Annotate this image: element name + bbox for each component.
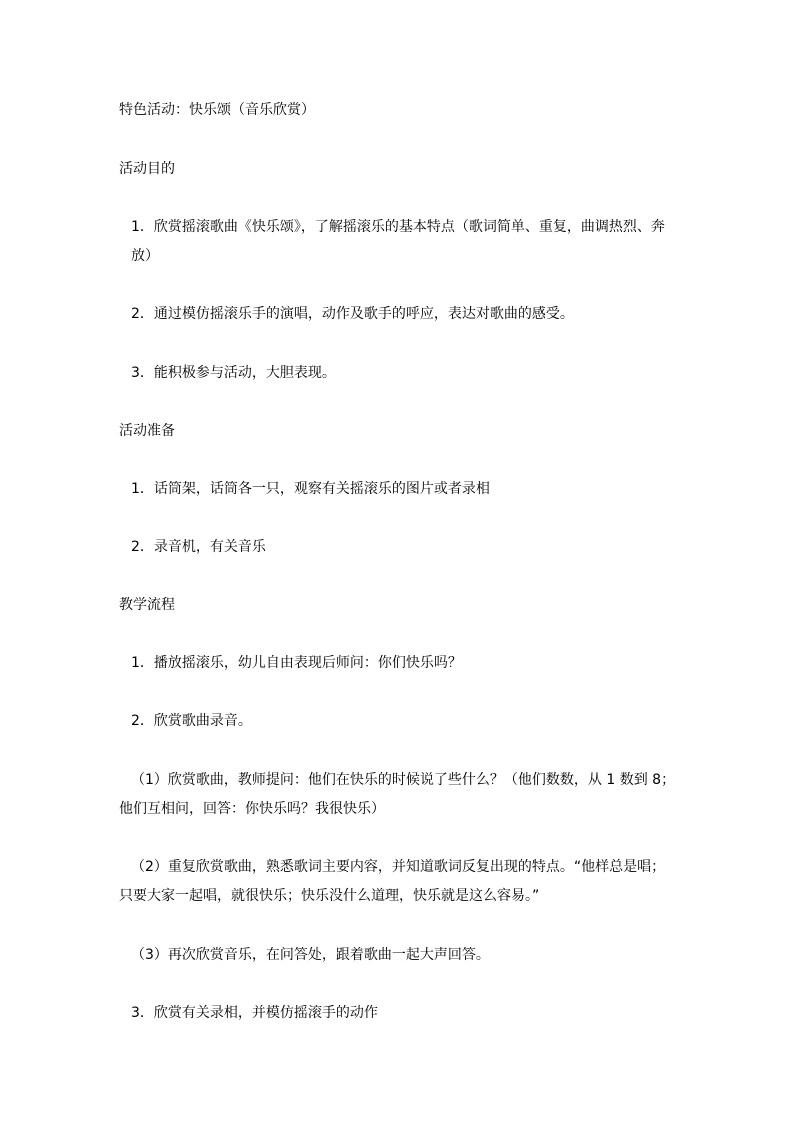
prep-item-2: 2．录音机，有关音乐 — [131, 539, 266, 555]
prep-item-1: 1．话筒架，话筒各一只，观察有关摇滚乐的图片或者录相 — [131, 481, 490, 497]
flow-item-2: 2．欣赏歌曲录音。 — [131, 713, 252, 729]
goal-item-1: 1．欣赏摇滚歌曲《快乐颂》，了解摇滚乐的基本特点（歌词简单、重复，曲调热烈、奔放） — [131, 219, 665, 264]
prep-heading: 活动准备 — [119, 423, 175, 439]
goal-item-3: 3．能积极参与活动，大胆表现。 — [131, 365, 336, 381]
flow-sub-item-1: （1）欣赏歌曲，教师提问：他们在快乐的时候说了些什么？（他们数数，从 1 数到 8；他们互相问，回答：你快乐吗？我很快乐） — [119, 772, 676, 817]
flow-heading: 教学流程 — [119, 597, 175, 613]
flow-sub-item-2: （2）重复欣赏歌曲，熟悉歌词主要内容，并知道歌词反复出现的特点。“他样总是唱；只要大家一起唱，就很快乐；快乐没什么道理，快乐就是这么容易。” — [119, 859, 666, 904]
goal-item-2: 2．通过模仿摇滚乐手的演唱，动作及歌手的呼应，表达对歌曲的感受。 — [131, 306, 574, 322]
flow-item-1: 1．播放摇滚乐，幼儿自由表现后师问：你们快乐吗？ — [131, 655, 462, 671]
flow-sub-item-3: （3）再次欣赏音乐，在问答处，跟着歌曲一起大声回答。 — [131, 947, 490, 963]
document-title: 特色活动：快乐颂（音乐欣赏） — [119, 102, 315, 118]
flow-item-3: 3．欣赏有关录相，并模仿摇滚手的动作 — [131, 1005, 378, 1021]
goals-heading: 活动目的 — [119, 161, 175, 177]
